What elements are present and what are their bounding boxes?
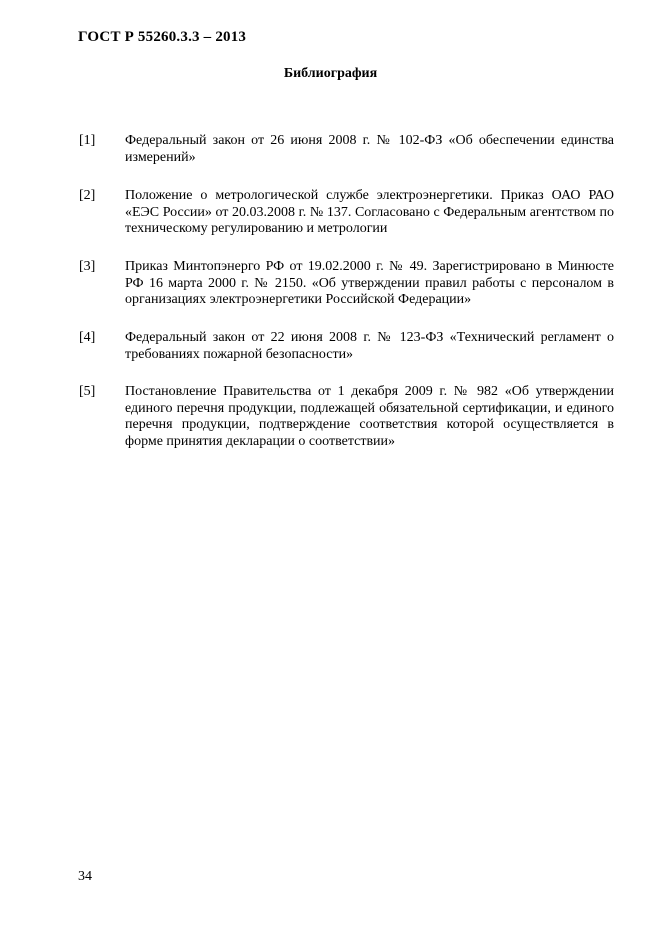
reference-text: Приказ Минтопэнерго РФ от 19.02.2000 г. № 49. Зарегистрировано в Минюсте РФ 16 марта 2000 г. № 2150. «Об утверждении правил работы с персоналом в организациях электроэнергетики Российской Федерации» bbox=[125, 259, 614, 307]
reference-number: [2] bbox=[79, 188, 96, 203]
bibliography-title: Библиография bbox=[283, 66, 378, 81]
reference-item bbox=[79, 188, 614, 238]
reference-item bbox=[79, 384, 614, 450]
reference-number: [1] bbox=[79, 133, 96, 148]
reference-number: [4] bbox=[79, 330, 96, 345]
reference-text: Постановление Правительства от 1 декабря 2009 г. № 982 «Об утверждении единого перечня продукции, подлежащей обязательной сертификации, и единого перечня продукции, подтверждение соответствия которой осуществляется в форме принятия декларации о соответствии» bbox=[125, 384, 614, 449]
reference-item bbox=[79, 330, 614, 363]
reference-text: Положение о метрологической службе электроэнергетики. Приказ ОАО РАО «ЕЭС России» от 20.03.2008 г. № 137. Согласовано с Федеральным агентством по техническому регулированию и метрологии bbox=[125, 188, 614, 236]
reference-number: [5] bbox=[79, 384, 96, 399]
reference-number: [3] bbox=[79, 259, 96, 274]
document-code: ГОСТ Р 55260.3.3 – 2013 bbox=[78, 29, 247, 45]
reference-item bbox=[79, 133, 614, 166]
reference-item bbox=[79, 259, 614, 309]
page-number: 34 bbox=[78, 869, 92, 884]
reference-text: Федеральный закон от 22 июня 2008 г. № 123-ФЗ «Технический регламент о требованиях пожарной безопасности» bbox=[125, 330, 614, 362]
reference-text: Федеральный закон от 26 июня 2008 г. № 102-ФЗ «Об обеспечении единства измерений» bbox=[125, 133, 614, 165]
